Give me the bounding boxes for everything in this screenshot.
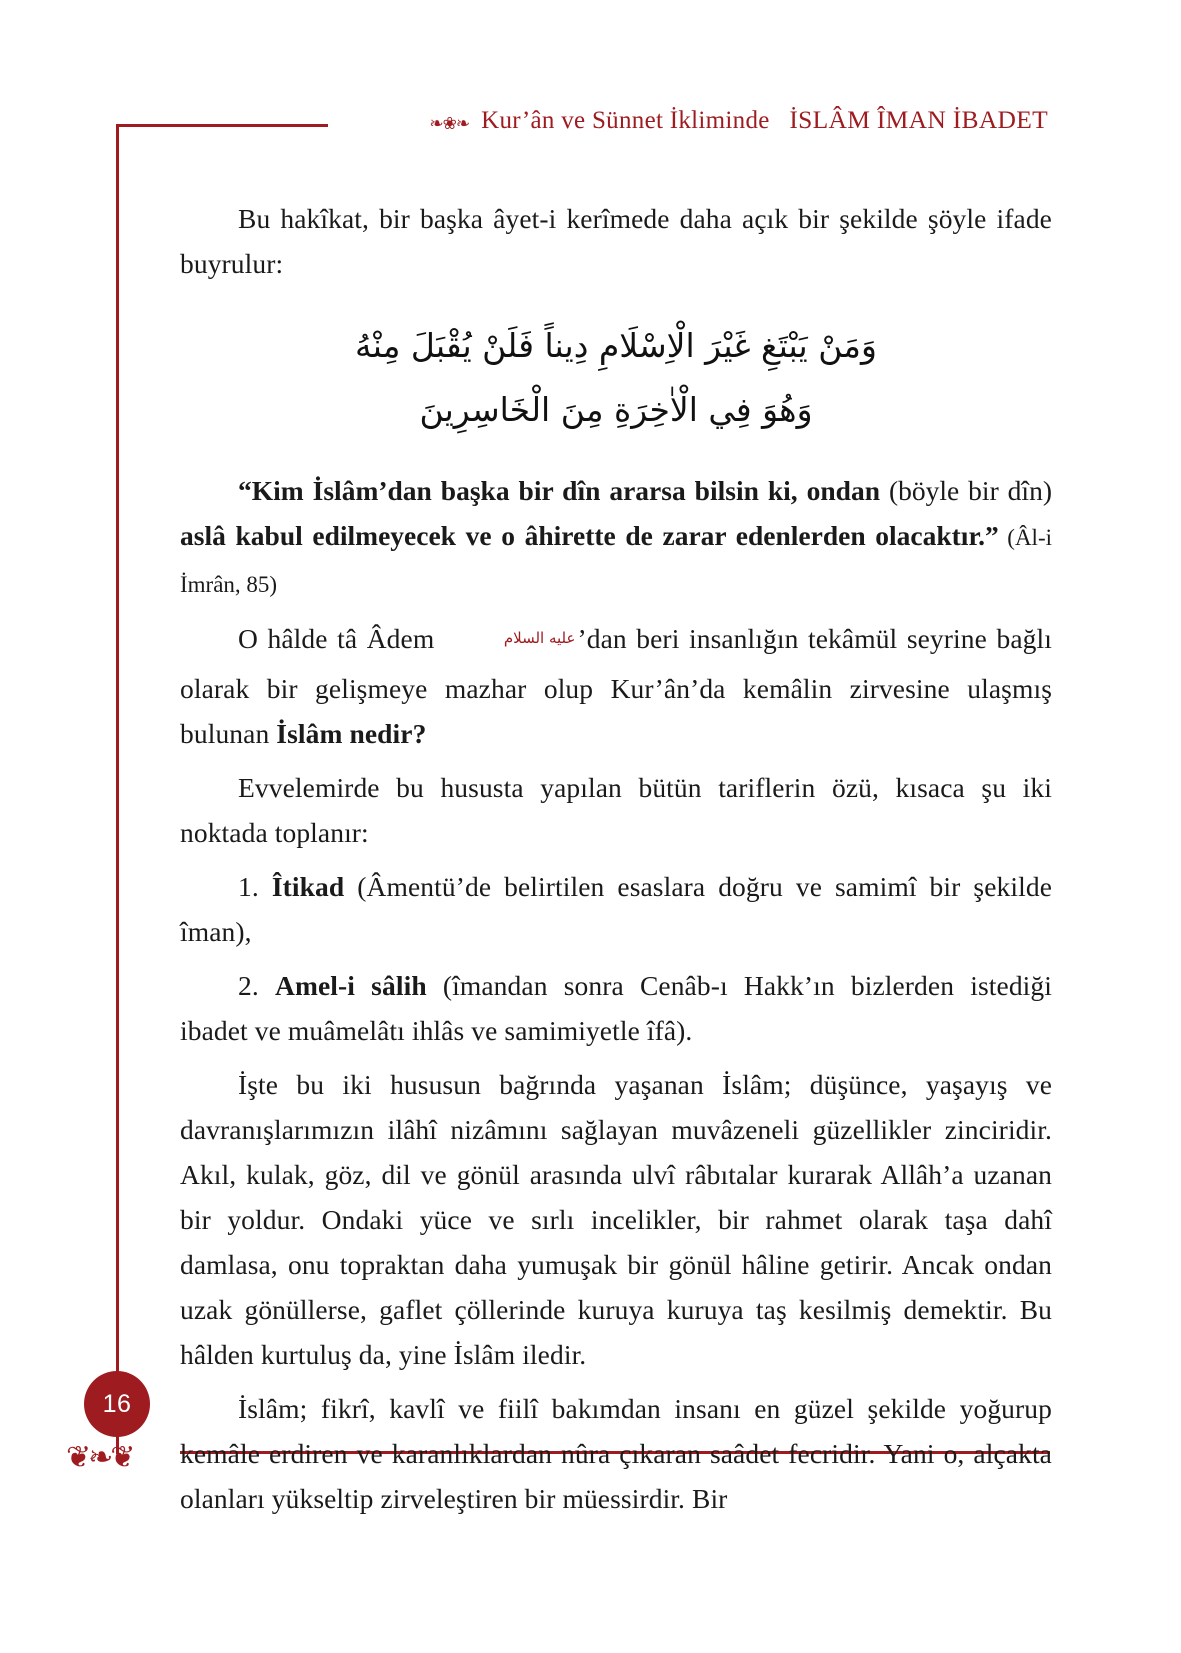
translation-part-2: (böyle bir dîn): [880, 475, 1052, 506]
header-title-prefix: Kur’ân ve Sünnet İkliminde: [481, 107, 770, 134]
arabic-line-1: وَمَنْ يَبْتَغِ غَيْرَ الْاِسْلَامِ دِيناً فَلَنْ يُقْبَلَ مِنْهُ: [355, 326, 877, 365]
page-header: [0, 100, 1181, 140]
arabic-line-2: وَهُوَ فِي الْاٰخِرَةِ مِنَ الْخَاسِرِينَ: [419, 390, 813, 429]
paragraph-adem-before: O hâlde tâ Âdem: [238, 623, 444, 654]
verse-translation: [180, 468, 1052, 607]
header-title-main: İSLÂM ÎMAN İBADET: [789, 105, 1048, 134]
list-item-2-text: (îmandan sonra Cenâb-ı Hakk’ın bizlerden istediği ibadet ve muâmelâtı ihlâs ve samimiyetle îfâ).: [180, 970, 1052, 1046]
page-number-badge: 16: [84, 1371, 150, 1437]
footer-ornament-icon: ❦❧❦: [66, 1441, 133, 1474]
paragraph-adem: [180, 616, 1052, 756]
translation-part-1: “Kim İslâm’dan başka bir dîn ararsa bilsin ki, ondan: [238, 475, 880, 506]
paragraph-evvelemirde: Evvelemirde bu hususta yapılan bütün tariflerin özü, kısaca şu iki noktada toplanır:: [180, 772, 1052, 848]
header-ornament-icon: ❧❀❧: [429, 114, 470, 133]
frame-rule-left: [116, 124, 119, 1454]
page-content: [180, 196, 1052, 1530]
frame-rule-top: [116, 124, 328, 127]
list-item-2-number: 2.: [238, 970, 275, 1001]
list-item-1-text: (Âmentü’de belirtilen esaslara doğru ve samimî bir şekilde îman),: [180, 871, 1052, 947]
page-title: [481, 105, 1048, 135]
list-item-1-term: Îtikad: [271, 871, 345, 902]
list-item-1: [180, 864, 1052, 954]
paragraph-intro: Bu hakîkat, bir başka âyet-i kerîmede daha açık bir şekilde şöyle ifade buyrulur:: [180, 203, 1052, 279]
list-item-1-number: 1.: [238, 871, 272, 902]
honorific-icon: عليه السلام: [503, 629, 576, 647]
translation-part-3: aslâ kabul edilmeyecek ve o âhirette de zarar edenlerden olacaktır.”: [180, 520, 999, 551]
paragraph-adem-after: ’dan beri insanlığın tekâmül seyrine bağlı olarak bir gelişmeye mazhar olup Kur’ân’da kemâlin zirvesine ulaşmış bulunan: [180, 623, 1052, 749]
paragraph-islam-fikri: İslâm; fikrî, kavlî ve fiilî bakımdan insanı en güzel şekilde yoğurup kemâle erdiren ve karanlıklardan nûra çıkaran saâdet fecridir. Yani o, alçakta olanları yükseltip zirveleştiren bir müessirdir. Bir: [180, 1393, 1052, 1514]
arabic-verse-block: [180, 314, 1052, 442]
list-item-2: [180, 963, 1052, 1053]
list-item-2-term: Amel-i sâlih: [275, 970, 427, 1001]
paragraph-iste: İşte bu iki hususun bağrında yaşanan İslâm; düşünce, yaşayış ve davranışlarımızın ilâhî nizâmını sağlayan muvâzeneli güzellikler zinciridir. Akıl, kulak, göz, dil ve gönül arasında ulvî râbıtalar kurarak Allâh’a uzanan bir yoldur. Ondaki yüce ve sırlı incelikler, bir rahmet olarak taşa dahî damlasa, onu topraktan daha yumuşak bir gönül hâline getirir. Ancak ondan uzak gönüllerse, gaflet çöllerinde kuruya kuruya taş kesilmiş demektir. Bu hâlden kurtuluş da, yine İslâm iledir.: [180, 1069, 1052, 1370]
paragraph-adem-question: İslâm nedir?: [276, 718, 427, 749]
verse-reference: (Âl-i İmrân, 85): [180, 525, 1052, 597]
